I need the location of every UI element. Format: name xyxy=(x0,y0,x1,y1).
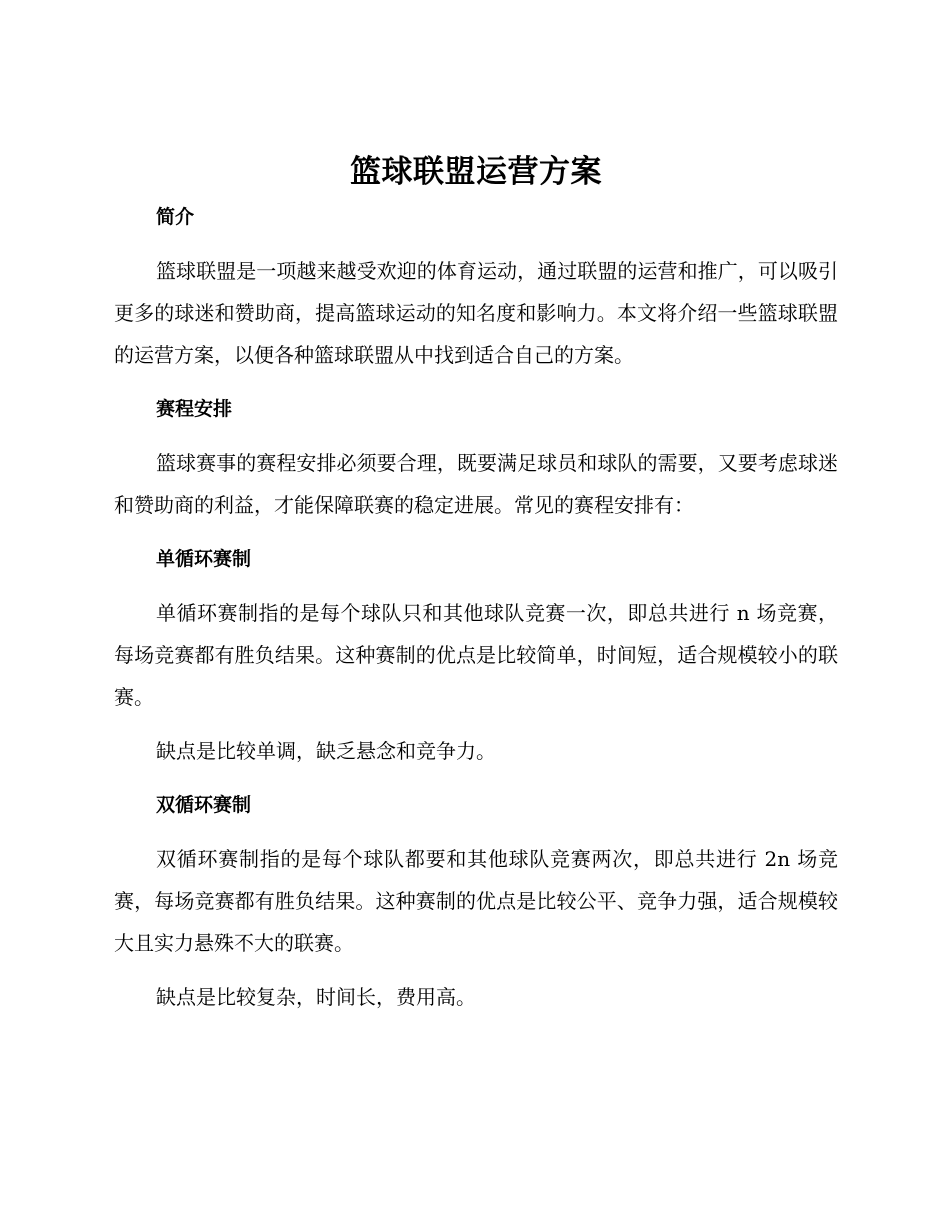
paragraph: 双循环赛制指的是每个球队都要和其他球队竞赛两次，即总共进行 2n 场竞赛，每场竞赛都有胜负结果。这种赛制的优点是比较公平、竞争力强，适合规模较大且实力悬殊不大的联赛。 xyxy=(114,847,838,955)
section-heading: 简介 xyxy=(156,206,195,228)
section-double-round-robin xyxy=(114,784,838,1018)
spacer xyxy=(114,376,838,388)
spacer xyxy=(114,772,838,784)
paragraph: 单循环赛制指的是每个球队只和其他球队竞赛一次，即总共进行 n 场竞赛，每场竞赛都有胜负结果。这种赛制的优点是比较简单，时间短，适合规模较小的联赛。 xyxy=(114,601,838,709)
spacer xyxy=(114,964,838,976)
section-heading: 双循环赛制 xyxy=(156,794,252,816)
paragraph: 篮球赛事的赛程安排必须要合理，既要满足球员和球队的需要，又要考虑球迷和赞助商的利益，才能保障联赛的稳定进展。常见的赛程安排有： xyxy=(114,451,838,517)
spacer xyxy=(114,580,838,592)
section-heading: 赛程安排 xyxy=(156,398,233,420)
spacer xyxy=(114,718,838,730)
section-single-round-robin xyxy=(114,538,838,784)
spacer xyxy=(114,430,838,442)
document-title: 篮球联盟运营方案 xyxy=(350,154,602,190)
paragraph: 缺点是比较复杂，时间长，费用高。 xyxy=(156,985,476,1009)
paragraph: 篮球联盟是一项越来越受欢迎的体育运动，通过联盟的运营和推广，可以吸引更多的球迷和赞助商，提高篮球运动的知名度和影响力。本文将介绍一些篮球联盟的运营方案，以便各种篮球联盟从中找到适合自己的方案。 xyxy=(114,259,838,367)
spacer xyxy=(114,826,838,838)
section-heading: 单循环赛制 xyxy=(156,548,252,570)
paragraph: 缺点是比较单调，缺乏悬念和竞争力。 xyxy=(156,739,496,763)
spacer xyxy=(114,238,838,250)
section-intro xyxy=(114,196,838,388)
spacer xyxy=(114,526,838,538)
section-schedule xyxy=(114,388,838,538)
